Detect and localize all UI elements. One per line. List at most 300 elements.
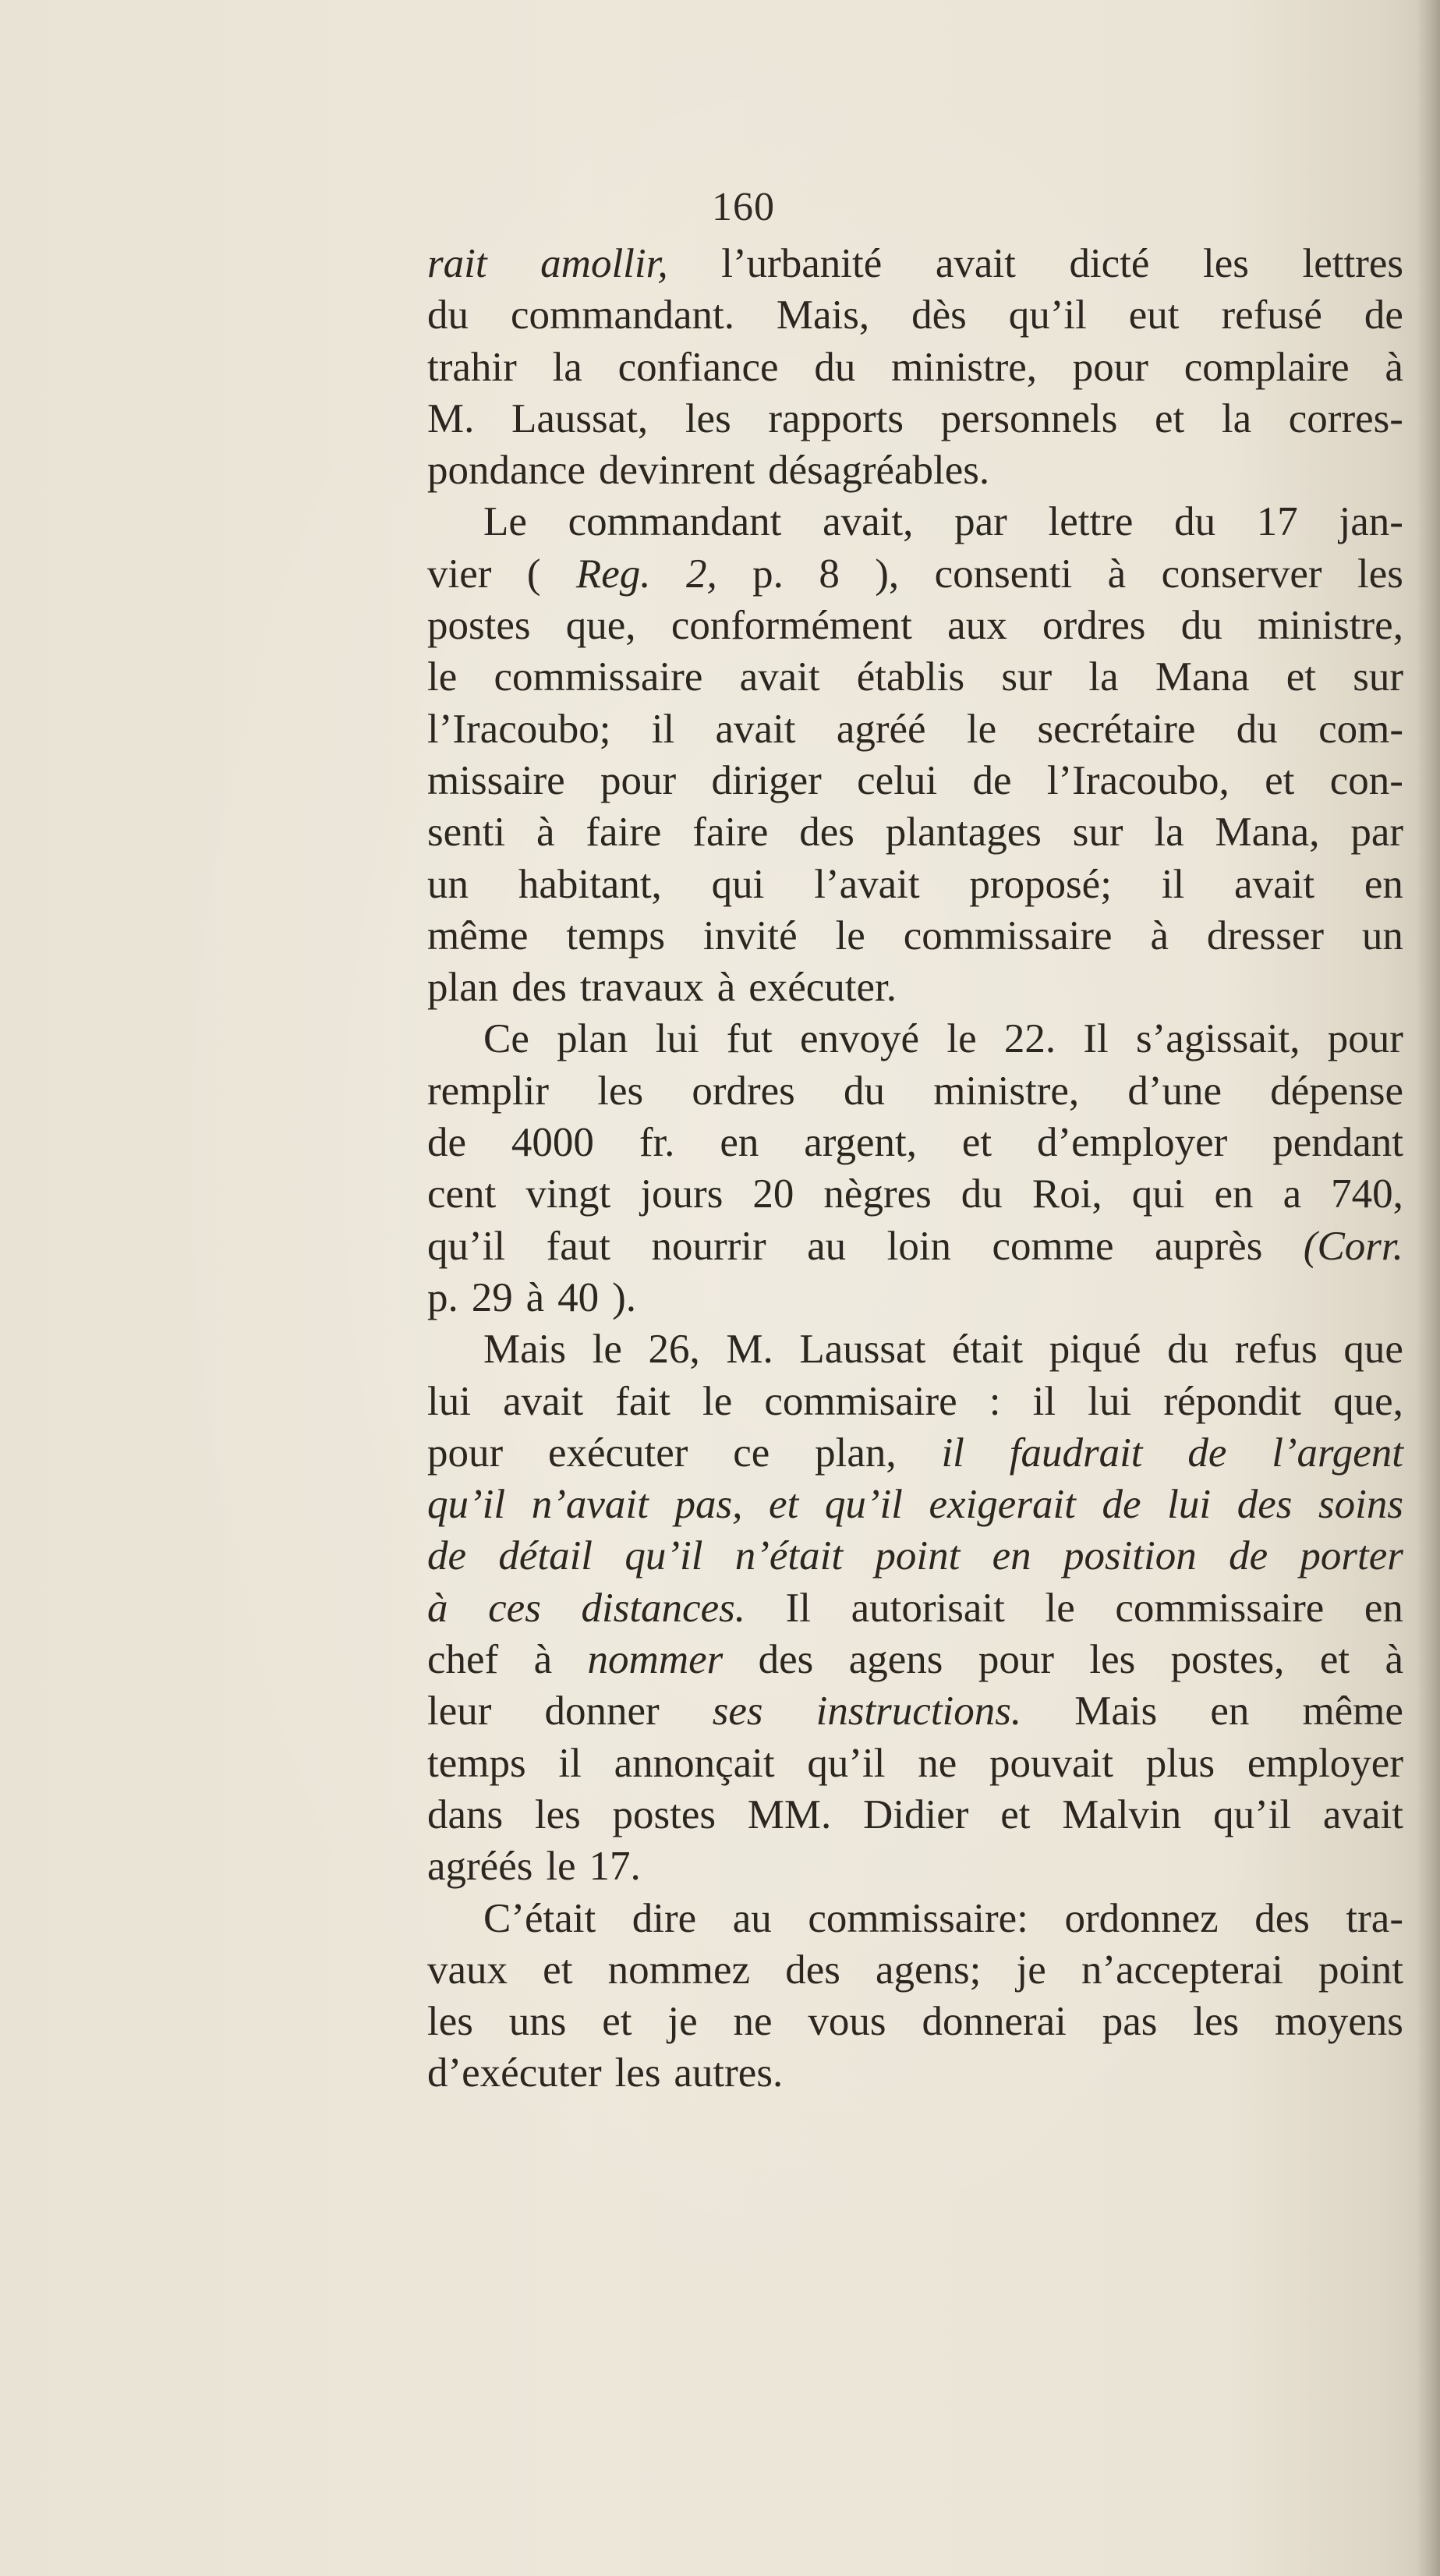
word: donner [544,1688,660,1734]
word: pas, [674,1482,743,1528]
word: tra- [1346,1895,1403,1941]
word: le [835,912,865,958]
word: confiance [617,344,779,390]
word: les [614,2050,661,2096]
word: M. [726,1327,773,1373]
word: faire [586,810,662,856]
word: Reg. [575,551,651,597]
word: commissaire [1115,1585,1325,1631]
word: exécuter. [748,965,897,1011]
word: ordonnez [1064,1895,1219,1941]
word: vaux [427,1947,508,1993]
word: plus [1145,1740,1215,1786]
word: ministre, [933,1068,1080,1114]
word: envoyé [800,1016,920,1062]
word: pondance [427,448,586,494]
word: commissaire [494,654,703,700]
word: fr. [639,1120,675,1166]
word: position [1063,1533,1197,1579]
word: plantages [885,810,1042,856]
word: comme [992,1223,1114,1269]
word: des [511,965,567,1011]
word: commissaire [903,912,1113,958]
word: sur [1072,810,1123,856]
word: répondit [1163,1378,1301,1424]
word: sur [1001,654,1053,700]
word: ce [733,1430,770,1476]
text-line [427,1944,1403,1996]
word: l’urbanité [721,241,883,286]
word: (Corr. [1303,1223,1403,1269]
word: du [1180,603,1222,649]
word: vingt [525,1171,611,1217]
text-line [427,806,1403,858]
word: avait [503,1378,584,1424]
word: un [1361,912,1403,958]
word: lettres [1302,241,1403,286]
word: des [1237,1482,1293,1528]
word: Il [785,1585,811,1631]
word: il [1032,1378,1056,1424]
word: lui [427,1378,471,1424]
word: en [1214,1171,1254,1217]
text-line [427,1272,1403,1323]
text-line [427,1841,1403,1892]
text-line [427,1221,1403,1272]
word: le [427,654,458,700]
text-line [427,962,1403,1013]
word: Mana, [1215,810,1320,856]
word: trahir [427,344,517,390]
word: donnerai [922,1999,1067,2045]
page-edge-shadow [1417,0,1440,2576]
word: postes, [1170,1637,1285,1683]
word: du [961,1171,1003,1217]
word: à [1385,344,1403,390]
text-line [427,1427,1403,1479]
text-line [427,496,1403,547]
word: refus [1234,1327,1318,1373]
word: pour [1072,344,1148,390]
word: qu’il [427,1482,506,1528]
text-line [427,755,1403,806]
text-line [427,289,1403,341]
word: et [543,1947,573,1993]
word: que, [565,603,636,649]
word: à [536,810,555,856]
word: que [1343,1327,1403,1373]
word: Malvin [1062,1791,1182,1837]
word: pour [1327,1016,1403,1062]
text-line [427,1582,1403,1634]
word: les [1203,241,1249,286]
word: 26, [648,1327,700,1373]
word: ministre, [891,344,1038,390]
word: des [758,1637,814,1683]
word: n’accepterai [1081,1947,1283,1993]
word: dès [911,292,967,338]
word: que, [1333,1378,1403,1424]
word: et [768,1482,799,1528]
word: exécuter [547,1430,688,1476]
word: celui [857,757,938,803]
word: commandant [568,499,782,545]
word: du [843,1068,885,1114]
word: d’exécuter [427,2050,602,2096]
text-line [427,342,1403,393]
word: Mais [483,1327,566,1373]
word: les [427,1999,473,2045]
word: dire [632,1895,697,1941]
word: le [1045,1585,1075,1631]
word: temps [566,912,666,958]
word: Laussat [799,1327,926,1373]
word: Roi, [1031,1171,1102,1217]
word: au [732,1895,772,1941]
word: ces [488,1585,541,1631]
word: il [941,1430,964,1476]
word: chef [427,1637,499,1683]
word: à [1107,551,1127,597]
text-line [427,859,1403,910]
word: rapports [768,395,904,441]
text-line [427,1479,1403,1530]
word: agréés [427,1844,533,1890]
word: pas [1102,1999,1158,2045]
word: pour [427,1430,504,1476]
word: faut [546,1223,610,1269]
word: nègres [823,1171,932,1217]
word: pour [978,1637,1054,1683]
word: eut [1128,292,1180,338]
word: proposé; [969,861,1112,907]
word: refusé [1221,292,1322,338]
word: vous [808,1999,886,2045]
word: faudrait [1009,1430,1143,1476]
word: s’agissait, [1136,1016,1300,1062]
word: dresser [1206,912,1325,958]
word: dans [427,1791,504,1837]
text-line [427,1065,1403,1117]
word: les [685,395,731,441]
word: avait [1234,861,1315,907]
word: ne [918,1740,957,1786]
word: secrétaire [1037,706,1196,752]
word: n’était [734,1533,844,1579]
word: à [525,1274,545,1320]
word: à [1385,1637,1403,1683]
word: ). [612,1274,636,1320]
word: les [597,1068,644,1114]
word: Le [483,499,527,545]
word: les [1193,1999,1240,2045]
word: de [1364,292,1403,338]
page-number: 160 [712,185,775,229]
word: plan [427,965,499,1011]
word: le [592,1327,622,1373]
word: autres. [674,2050,784,2096]
word: ), [875,551,900,597]
word: ordres [692,1068,795,1114]
word: 20 [752,1171,794,1217]
word: des [785,1947,840,1993]
word: annonçait [614,1740,775,1786]
word: avait, [823,499,914,545]
word: qu’il [427,1223,506,1269]
word: de [427,1120,467,1166]
word: remplir [427,1068,549,1114]
word: temps [427,1740,526,1786]
text-line [427,1738,1403,1789]
word: Mais [1074,1688,1158,1734]
word: 740, [1331,1171,1403,1217]
word: 17. [589,1844,641,1890]
word: porter [1300,1533,1403,1579]
word: soins [1318,1482,1403,1528]
text-line [427,1530,1403,1582]
word: uns [508,1999,567,2045]
word: Mais, [776,292,870,338]
word: commissaire: [808,1895,1028,1941]
word: conserver [1161,551,1322,597]
word: et [1319,1637,1350,1683]
word: à [427,1585,448,1631]
word: 17 [1256,499,1298,545]
text-line [427,1013,1403,1065]
word: était [951,1327,1024,1373]
word: personnels [940,395,1118,441]
text-line [427,1893,1403,1944]
word: du [814,344,856,390]
word: lui [655,1016,699,1062]
word: de [427,1533,467,1579]
word: jours [640,1171,724,1217]
text-line [427,445,1403,496]
text-line [427,600,1403,651]
word: invité [702,912,798,958]
word: senti [427,810,506,856]
word: point [1318,1947,1403,1993]
word: conformément [670,603,912,649]
word: Il [1083,1016,1109,1062]
word: ne [733,1999,773,2045]
word: pouvait [989,1740,1113,1786]
word: qui [1131,1171,1185,1217]
text-line [427,2047,1403,2099]
word: à [1150,912,1169,958]
text-line [427,548,1403,600]
word: par [954,499,1007,545]
word: en [1210,1688,1250,1734]
word: qu’il [824,1482,903,1528]
word: avait [715,706,796,752]
word: lui [1088,1378,1132,1424]
word: lui [1167,1482,1212,1528]
word: l’argent [1272,1430,1403,1476]
word: la [552,344,582,390]
word: et [961,1120,992,1166]
word: le [946,1016,977,1062]
word: postes [612,1791,716,1837]
word: établis [856,654,965,700]
word: et [1000,1791,1031,1837]
word: d’employer [1037,1120,1228,1166]
word: argent, [804,1120,917,1166]
word: d’une [1127,1068,1222,1114]
word: et [602,1999,632,2045]
word: faire [692,810,769,856]
text-line [427,1117,1403,1168]
word: 22. [1003,1016,1056,1062]
word: plan, [815,1430,897,1476]
word: les [1089,1637,1136,1683]
word: détail [498,1533,593,1579]
word: point [875,1533,961,1579]
word: agens; [876,1947,982,1993]
word: de [1187,1430,1227,1476]
body-text [427,238,1403,2099]
word: Laussat, [511,395,649,441]
word: MM. [747,1791,832,1837]
word: piqué [1049,1327,1141,1373]
word: en [992,1533,1031,1579]
word: au [807,1223,847,1269]
text-line [427,1685,1403,1737]
text-line [427,238,1403,289]
word: l’avait [814,861,920,907]
word: même [1302,1688,1403,1734]
word: de [1229,1533,1268,1579]
word: qu’il [1008,292,1087,338]
word: agens [848,1637,943,1683]
word: du [1236,706,1278,752]
word: ses [712,1688,763,1734]
word: autorisait [851,1585,1005,1631]
word: 2, [685,551,717,597]
word: qu’il [807,1740,886,1786]
word: et [1286,654,1316,700]
word: pour [600,757,677,803]
word: des [799,810,854,856]
word: complaire [1183,344,1350,390]
word: M. [427,395,475,441]
word: cent [427,1171,497,1217]
word: qui [711,861,765,907]
word: il [1161,861,1185,907]
word: commisaire [764,1378,957,1424]
word: a [1283,1171,1302,1217]
word: devinrent [599,448,755,494]
word: nommez [607,1947,751,1993]
text-line [427,1789,1403,1841]
word: je [1016,1947,1046,1993]
word: ( [526,551,541,597]
word: en [720,1120,759,1166]
word: il [558,1740,582,1786]
word: missaire [427,757,565,803]
word: con- [1329,757,1403,803]
word: 40 [557,1274,600,1320]
word: le [546,1844,576,1890]
word: C’était [483,1895,596,1941]
word: nourrir [651,1223,766,1269]
word: diriger [711,757,822,803]
word: aux [947,603,1007,649]
word: l’Iracoubo; [427,706,611,752]
word: désagréables. [768,448,990,494]
word: moyens [1275,1999,1403,2045]
word: leur [427,1688,492,1734]
word: il [651,706,675,752]
text-line [427,1996,1403,2047]
text-line [427,651,1403,703]
text-line [427,1376,1403,1427]
word: agréé [836,706,926,752]
word: 4000 [511,1120,594,1166]
word: Ce [483,1016,529,1062]
word: avait [1322,1791,1403,1837]
word: qu’il [1213,1791,1292,1837]
word: de [972,757,1012,803]
text-line [427,703,1403,755]
word: la [1088,654,1119,700]
word: lettre [1048,499,1134,545]
word: dicté [1069,241,1150,286]
word: à [533,1637,553,1683]
word: pendant [1272,1120,1403,1166]
text-line [427,1323,1403,1375]
word: des [1254,1895,1310,1941]
word: n’avait [531,1482,649,1528]
word: postes [427,603,531,649]
word: Mana [1155,654,1250,700]
word: consenti [934,551,1073,597]
word: Didier [863,1791,969,1837]
word: le [702,1378,733,1424]
word: un [427,861,469,907]
word: plan [557,1016,628,1062]
word: sur [1353,654,1403,700]
word: instructions. [816,1688,1022,1734]
word: nommer [587,1637,724,1683]
word: du [1167,1327,1209,1373]
word: ministre, [1258,603,1403,649]
word: dépense [1270,1068,1403,1114]
word: fut [726,1016,773,1062]
word: exigerait [929,1482,1076,1528]
word: l’Iracoubo, [1046,757,1229,803]
text-line [427,1168,1403,1220]
word: qu’il [624,1533,703,1579]
word: auprès [1155,1223,1263,1269]
word: les [534,1791,581,1837]
word: 8 [819,551,840,597]
word: corres- [1288,395,1403,441]
word: du [427,292,469,338]
word: je [667,1999,698,2045]
word: la [1154,810,1184,856]
word: de [1102,1482,1141,1528]
text-line [427,1634,1403,1685]
word: le [966,706,997,752]
word: fait [615,1378,670,1424]
word: et [1265,757,1295,803]
word: amollir, [540,241,668,286]
word: en [1364,1585,1403,1631]
word: avait [935,241,1016,286]
word: 29 [471,1274,513,1320]
word: les [1357,551,1403,597]
